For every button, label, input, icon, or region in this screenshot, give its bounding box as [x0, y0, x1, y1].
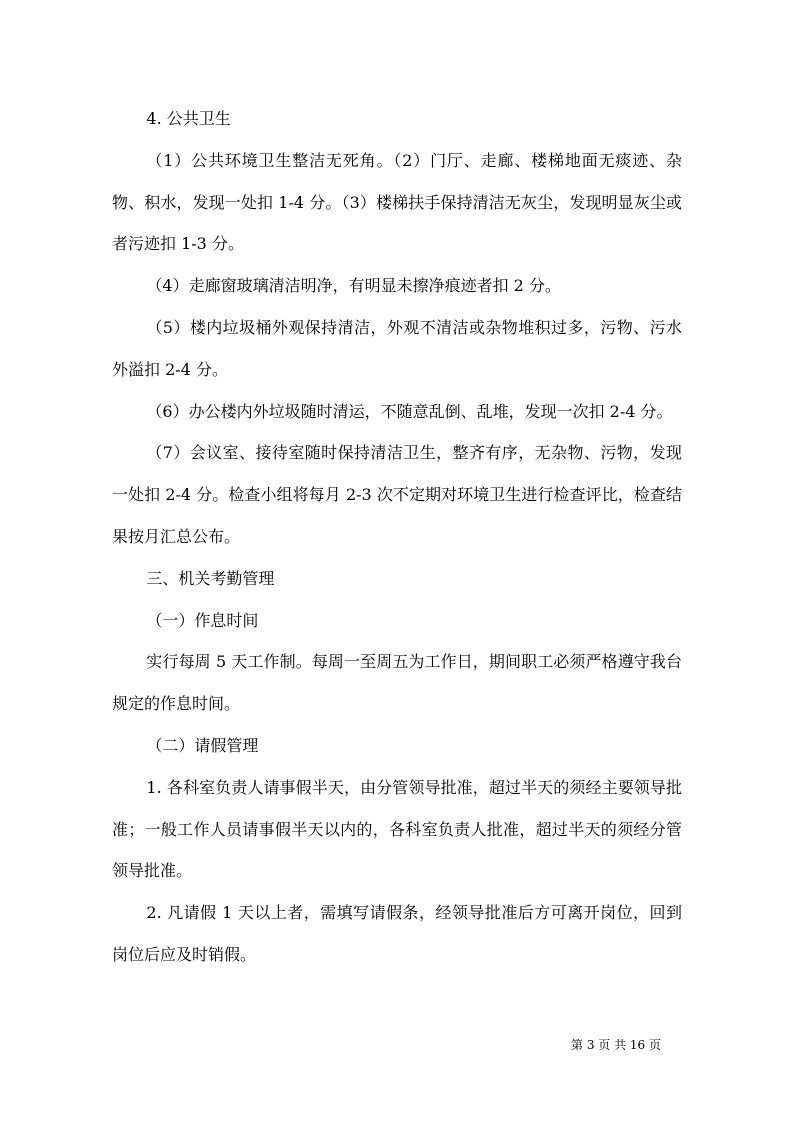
- paragraph-work-schedule: 实行每周 5 天工作制。每周一至周五为工作日，期间职工必须严格遵守我台规定的作息时间。: [112, 652, 682, 714]
- document-body: [112, 98, 682, 976]
- paragraph-hygiene-item-4: （4）走廊窗玻璃清洁明净，有明显未擦净痕迹者扣 2 分。: [146, 276, 561, 296]
- page-number-footer: 第 3 页 共 16 页: [571, 1038, 661, 1052]
- paragraph-hygiene-items-1-3: （1）公共环境卫生整洁无死角。（2）门厅、走廊、楼梯地面无痰迹、杂物、积水，发现一处扣 1-4 分。（3）楼梯扶手保持清洁无灰尘，发现明显灰尘或者污迹扣 1-3 分。: [112, 150, 682, 254]
- heading-attendance-management: 三、机关考勤管理: [146, 568, 275, 588]
- heading-leave-management: （二）请假管理: [146, 735, 259, 755]
- paragraph-leave-rule-1: 1. 各科室负责人请事假半天，由分管领导批准，超过半天的须经主要领导批准；一般工作人员请事假半天以内的，各科室负责人批准，超过半天的须经分管领导批准。: [112, 777, 682, 881]
- paragraph-hygiene-item-6: （6）办公楼内外垃圾随时清运，不随意乱倒、乱堆，发现一次扣 2-4 分。: [146, 401, 673, 421]
- paragraph-hygiene-item-7: （7）会议室、接待室随时保持清洁卫生，整齐有序，无杂物、污物，发现一处扣 2-4 分。检查小组将每月 2-3 次不定期对环境卫生进行检查评比，检查结果按月汇总公布。: [112, 443, 682, 546]
- heading-work-schedule: （一）作息时间: [146, 610, 259, 630]
- heading-public-hygiene: 4. 公共卫生: [146, 109, 231, 128]
- paragraph-leave-rule-2: 2. 凡请假 1 天以上者，需填写请假条，经领导批准后方可离开岗位，回到岗位后应及时销假。: [112, 903, 682, 964]
- paragraph-hygiene-item-5: （5）楼内垃圾桶外观保持清洁，外观不清洁或杂物堆积过多，污物、污水外溢扣 2-4 分。: [112, 317, 682, 379]
